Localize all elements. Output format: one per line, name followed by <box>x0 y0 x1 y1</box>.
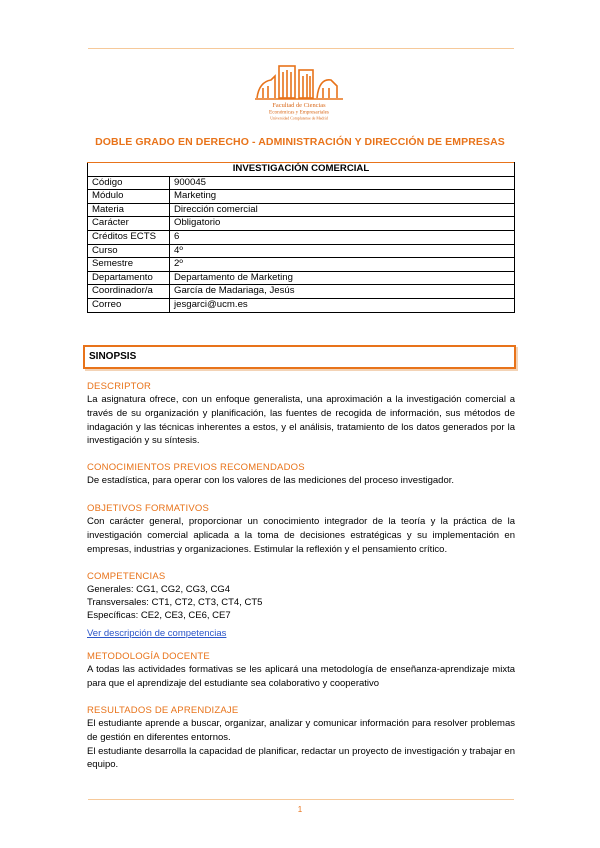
row-value: 4º <box>170 244 515 258</box>
objectives-heading: OBJETIVOS FORMATIVOS <box>87 503 210 514</box>
logo-line-2: Económicas y Empresariales <box>269 109 329 116</box>
row-label: Coordinador/a <box>88 285 170 299</box>
competencies-heading: COMPETENCIAS <box>87 571 166 582</box>
course-info-table <box>87 162 515 313</box>
row-label: Código <box>88 176 170 190</box>
section-descriptor <box>87 380 515 448</box>
specific-competencies: Específicas: CE2, CE3, CE6, CE7 <box>87 610 231 622</box>
row-value: 2º <box>170 258 515 272</box>
row-value: García de Madariaga, Jesús <box>170 285 515 299</box>
row-label: Créditos ECTS <box>88 230 170 244</box>
section-previous-knowledge <box>87 461 515 488</box>
row-value: 6 <box>170 230 515 244</box>
sinopsis-box <box>83 345 516 369</box>
table-row <box>88 217 515 231</box>
learning-results-text-1: El estudiante aprende a buscar, organizar, analizar y comunicar información para resolver problemas de gestión en diferentes entornos. <box>87 718 515 743</box>
sinopsis-label: SINOPSIS <box>89 351 137 362</box>
footer-rule <box>88 799 514 800</box>
previous-knowledge-heading: CONOCIMIENTOS PREVIOS RECOMENDADOS <box>87 462 305 473</box>
general-competencies: Generales: CG1, CG2, CG3, CG4 <box>87 584 231 595</box>
faculty-logo <box>253 60 345 122</box>
table-row <box>88 271 515 285</box>
objectives-text: Con carácter general, proporcionar un conocimiento integrador de la teoría y la práctica de la investigación comercial aplicada a la toma de decisiones estratégicas y su implementación en empresas, industrias y organizaciones. Estimular la reflexión y el pensamiento crítico. <box>87 516 515 555</box>
row-label: Semestre <box>88 258 170 272</box>
table-row <box>88 285 515 299</box>
descriptor-heading: DESCRIPTOR <box>87 381 152 392</box>
section-competencies <box>87 570 515 641</box>
methodology-heading: METODOLOGÍA DOCENTE <box>87 651 210 662</box>
table-row <box>88 176 515 190</box>
section-learning-results <box>87 704 515 772</box>
learning-results-heading: RESULTADOS DE APRENDIZAJE <box>87 705 239 716</box>
row-label: Curso <box>88 244 170 258</box>
methodology-text: A todas las actividades formativas se les aplicará una metodología de enseñanza-aprendizaje mixta para que el aprendizaje del estudiante sea colaborativo y cooperativo <box>87 664 515 689</box>
row-label: Carácter <box>88 217 170 231</box>
table-row <box>88 298 515 312</box>
row-label: Correo <box>88 298 170 312</box>
learning-results-text-2: El estudiante desarrolla la capacidad de planificar, redactar un proyecto de investigación y trabajar en equipo. <box>87 745 515 771</box>
section-objectives <box>87 502 515 556</box>
descriptor-text: La asignatura ofrece, con un enfoque generalista, una aproximación a la investigación comercial a través de su organización y planificación, las fuentes de recogida de información, sus métodos de indagación y las técnicas inherentes a estos, y el análisis, tratamiento de los datos generados por la investigación y su síntesis. <box>87 394 515 447</box>
previous-knowledge-text: De estadística, para operar con los valores de las mediciones del proceso investigador. <box>87 475 455 486</box>
row-value: Departamento de Marketing <box>170 271 515 285</box>
row-value: jesgarci@ucm.es <box>170 298 515 312</box>
table-row <box>88 190 515 204</box>
degree-title: DOBLE GRADO EN DERECHO - ADMINISTRACIÓN Y DIRECCIÓN DE EMPRESAS <box>95 136 505 148</box>
page-number: 1 <box>297 805 303 814</box>
section-methodology <box>87 650 515 691</box>
row-value: Marketing <box>170 190 515 204</box>
row-value: 900045 <box>170 176 515 190</box>
table-row <box>88 244 515 258</box>
row-label: Módulo <box>88 190 170 204</box>
table-row <box>88 203 515 217</box>
transversal-competencies: Transversales: CT1, CT2, CT3, CT4, CT5 <box>87 597 263 609</box>
logo-line-3: Universidad Complutense de Madrid <box>270 116 328 121</box>
table-heading-row <box>88 163 515 177</box>
row-label: Departamento <box>88 271 170 285</box>
logo-line-1: Facultad de Ciencias <box>272 102 326 109</box>
table-row <box>88 230 515 244</box>
row-value: Dirección comercial <box>170 203 515 217</box>
table-row <box>88 258 515 272</box>
header-rule <box>88 48 514 49</box>
course-name: INVESTIGACIÓN COMERCIAL <box>88 163 515 177</box>
competencies-link[interactable]: Ver descripción de competencias <box>87 627 227 639</box>
row-value: Obligatorio <box>170 217 515 231</box>
row-label: Materia <box>88 203 170 217</box>
